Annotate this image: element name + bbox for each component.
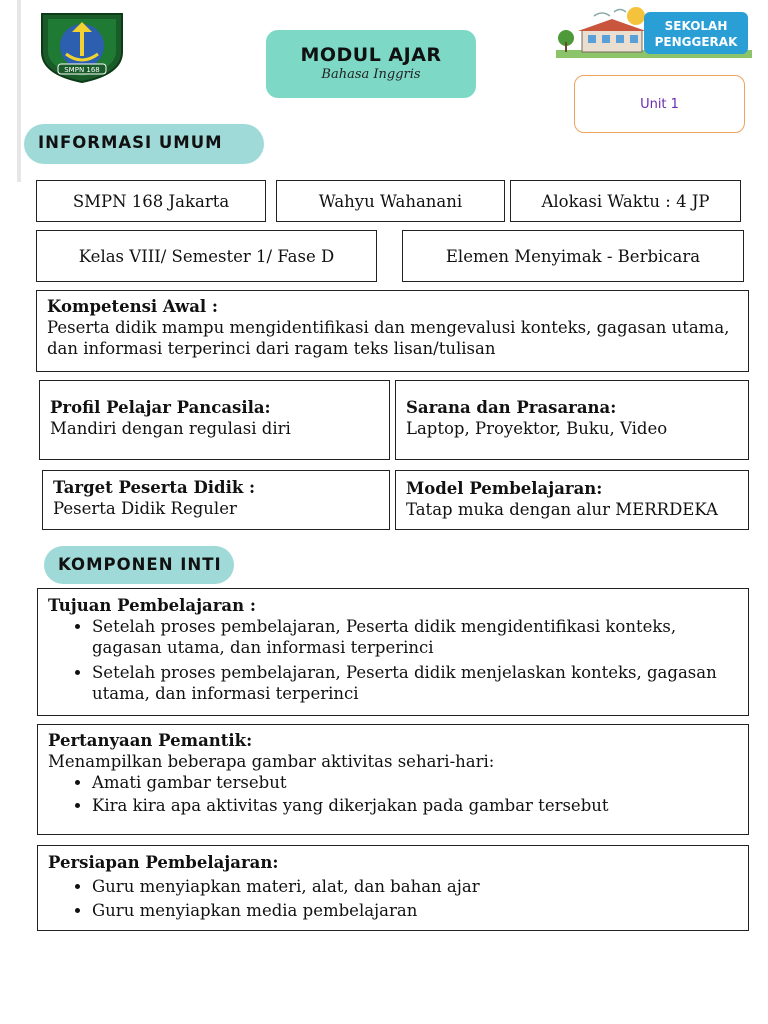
model-label: Model Pembelajaran: xyxy=(406,479,603,498)
tujuan-label: Tujuan Pembelajaran : xyxy=(48,596,256,615)
persiapan-box xyxy=(37,845,749,931)
left-margin-bar xyxy=(17,0,21,182)
sarana-label: Sarana dan Prasarana: xyxy=(406,398,617,417)
model-text: Tatap muka dengan alur MERRDEKA xyxy=(406,500,718,519)
list-item: • Kira kira apa aktivitas yang dikerjakan pada gambar tersebut xyxy=(92,795,738,816)
section-informasi-umum: INFORMASI UMUM xyxy=(24,124,264,164)
tujuan-list xyxy=(48,616,738,704)
pertanyaan-box xyxy=(37,724,749,835)
class-semester-phase: Kelas VIII/ Semester 1/ Fase D xyxy=(78,246,335,266)
section-komponen-inti: KOMPONEN INTI xyxy=(44,546,234,584)
time-allocation: Alokasi Waktu : 4 JP xyxy=(541,191,710,211)
learning-element: Elemen Menyimak - Berbicara xyxy=(445,246,701,266)
pertanyaan-label: Pertanyaan Pemantik: xyxy=(48,731,253,750)
sekolah-penggerak-badge xyxy=(554,4,754,62)
title-banner xyxy=(266,30,476,98)
sarana-text: Laptop, Proyektor, Buku, Video xyxy=(406,419,668,438)
teacher-name: Wahyu Wahanani xyxy=(318,191,463,211)
teacher-name-box xyxy=(276,180,505,222)
sarana-box xyxy=(395,380,749,460)
pertanyaan-list xyxy=(48,772,738,816)
list-item: • Guru menyiapkan media pembelajaran xyxy=(92,900,738,921)
page-title: MODUL AJAR xyxy=(300,44,442,66)
list-item: • Guru menyiapkan materi, alat, dan bahan ajar xyxy=(92,876,738,897)
target-box xyxy=(42,470,390,530)
pertanyaan-intro: Menampilkan beberapa gambar aktivitas sehari-hari: xyxy=(48,752,495,771)
page-subtitle: Bahasa Inggris xyxy=(321,67,421,82)
list-item: • Amati gambar tersebut xyxy=(92,772,738,793)
model-box xyxy=(395,470,749,530)
list-item: • Setelah proses pembelajaran, Peserta didik mengidentifikasi konteks, gagasan utama, dan informasi terperinci xyxy=(92,616,738,658)
target-text: Peserta Didik Reguler xyxy=(53,499,237,518)
element-box xyxy=(402,230,744,282)
kompetensi-awal-box xyxy=(36,290,749,372)
list-item: • Setelah proses pembelajaran, Peserta didik menjelaskan konteks, gagasan utama, dan informasi terperinci xyxy=(92,662,738,704)
profil-pelajar-box xyxy=(39,380,390,460)
persiapan-list xyxy=(48,876,738,921)
svg-text:SEKOLAH: SEKOLAH xyxy=(664,19,728,33)
target-label: Target Peserta Didik : xyxy=(53,478,256,497)
class-box xyxy=(36,230,377,282)
tujuan-box xyxy=(37,588,749,716)
profil-label: Profil Pelajar Pancasila: xyxy=(50,398,271,417)
svg-text:SMPN 168: SMPN 168 xyxy=(64,66,100,74)
school-name: SMPN 168 Jakarta xyxy=(72,191,230,211)
profil-text: Mandiri dengan regulasi diri xyxy=(50,419,291,438)
kompetensi-text: Peserta didik mampu mengidentifikasi dan mengevalusi konteks, gagasan utama, dan informasi terperinci dari ragam teks lisan/tulisan xyxy=(47,318,730,358)
unit-label: Unit 1 xyxy=(574,75,745,133)
kompetensi-label: Kompetensi Awal : xyxy=(47,297,219,316)
school-logo xyxy=(36,8,128,84)
time-allocation-box xyxy=(510,180,741,222)
persiapan-label: Persiapan Pembelajaran: xyxy=(48,853,279,872)
svg-text:PENGGERAK: PENGGERAK xyxy=(654,35,738,49)
school-name-box xyxy=(36,180,266,222)
